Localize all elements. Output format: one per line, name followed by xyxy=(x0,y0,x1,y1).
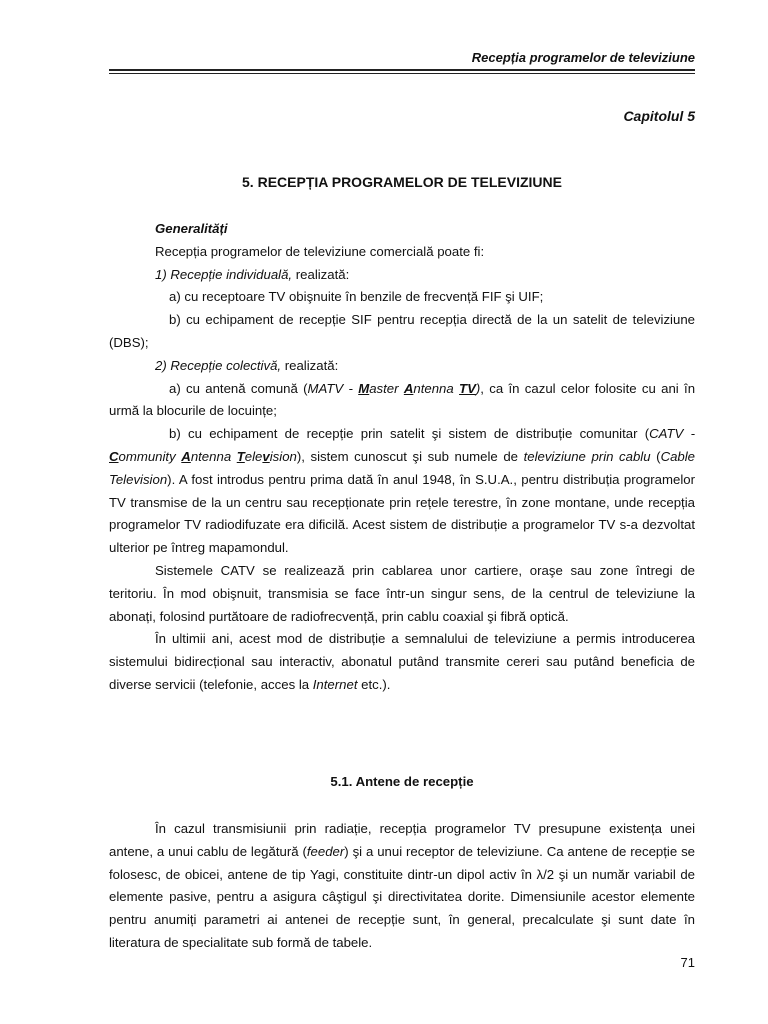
paragraph-intro: Recepția programelor de televiziune comercială poate fi: xyxy=(155,243,485,259)
text-run: , ca în cazul celor folosite cu ani în urmă la blocurile de locuințe; xyxy=(109,380,696,419)
text-run: ) xyxy=(475,380,481,396)
acronym-letter: A xyxy=(403,380,414,396)
text-run: ision xyxy=(269,448,297,464)
list-item-1-label: 1) Recepție individuală, xyxy=(155,266,293,282)
text-run: În cazul transmisiunii prin radiație, recepția programelor TV presupune existența unei antene, a unui cablu de legătură ( xyxy=(109,821,695,859)
text-run: /2 şi un număr variabil de elemente pasive, pentru a asigura câştigul şi directivitatea dorite. Dimensiunile acestor elemente pentru anumiți parametri ai antenei de recepție sunt, în general, precalculate şi sunt date în literatura de specialitate sub formă de tabele. xyxy=(109,866,695,950)
section-5-1-body xyxy=(109,818,695,955)
paragraph-antennas xyxy=(109,818,695,955)
text-run: ommunity xyxy=(118,448,182,464)
list-item-2-rest: realizată: xyxy=(281,357,339,373)
chapter-title: 5. RECEPȚIA PROGRAMELOR DE TELEVIZIUNE xyxy=(242,174,562,190)
list-item-1-rest: realizată: xyxy=(292,266,350,282)
text-run: ). A fost introdus pentru prima dată în anul 1948, în S.U.A., pentru distribuția programelor TV transmise de la un centru sau recepționate prin rețele terestre, în zone montane, unde recepția programelor TV radiodifuzate era dificilă. Acest sistem de distribuție a programelor TV s-a dezvoltat ulterior pe întreg mapamondul. xyxy=(109,471,695,556)
matv-italic xyxy=(308,381,481,396)
section-title-5-1: 5.1. Antene de recepție xyxy=(330,774,474,789)
acronym-letter: M xyxy=(358,380,370,396)
list-item-1b: b) cu echipament de recepție SIF pentru recepția directă de la un satelit de televiziune (DBS); xyxy=(109,312,695,350)
acronym-letter: v xyxy=(262,448,270,464)
list-item-1a: a) cu receptoare TV obişnuite în benzile de frecvență FIF şi UIF; xyxy=(169,289,544,305)
text-run: CATV - xyxy=(649,426,695,442)
text-run: ntenna xyxy=(413,380,460,396)
text-run: ele xyxy=(244,448,263,464)
header-rule-thin xyxy=(109,73,695,74)
text-run: MATV - xyxy=(307,380,359,396)
list-item-2 xyxy=(109,355,695,378)
text-run: ), sistem cunoscut şi sub numele de xyxy=(296,448,524,464)
italic-term: feeder xyxy=(306,843,345,859)
section-general xyxy=(109,218,695,697)
text-run: b) cu echipament de recepție prin satelit şi sistem de distribuție comunitar ( xyxy=(169,426,650,442)
text-run: ) şi a unui receptor de televiziune. Ca antene de recepție se folosesc, de obicei, antene de tip Yagi, constituite dintr-un dipol activ în xyxy=(109,843,696,882)
subheading-generalitati: Generalități xyxy=(155,221,228,236)
acronym-letter: T xyxy=(236,448,245,464)
lambda-symbol: λ xyxy=(536,866,544,882)
italic-term: televiziune prin cablu xyxy=(523,448,651,464)
list-item-2a xyxy=(109,378,695,424)
text-run: ( xyxy=(650,448,661,464)
text-run: aster xyxy=(369,380,404,396)
text-run: etc.). xyxy=(357,676,391,692)
page-number: 71 xyxy=(680,955,695,970)
acronym-letter: TV xyxy=(459,380,476,396)
text-run: a) cu antenă comună ( xyxy=(169,380,308,396)
list-item-2-label: 2) Recepție colectivă, xyxy=(155,357,282,373)
acronym-letter: C xyxy=(109,448,119,464)
italic-term: Cable Television xyxy=(109,448,696,487)
list-item-2b xyxy=(109,423,695,560)
paragraph-catv: Sistemele CATV se realizează prin cablarea unor cartiere, oraşe sau zone întregi de teritoriu. În mod obişnuit, transmisia se face într-un singur sens, de la centrul de televiziune la abonați, folosind purtătoare de radiofrecvență, prin cablu coaxial şi fibră optică. xyxy=(109,562,695,624)
paragraph-recent xyxy=(109,628,695,696)
chapter-label: Capitolul 5 xyxy=(623,108,695,124)
running-header: Recepția programelor de televiziune xyxy=(471,50,695,65)
header-rule-thick xyxy=(109,69,695,71)
text-run: ntenna xyxy=(190,448,237,464)
acronym-letter: A xyxy=(181,448,191,464)
text-run: În ultimii ani, acest mod de distribuție a semnalului de televiziune a permis introducerea sistemului bidirecțional sau interactiv, abonatul putând transmite cereri sau putând beneficia de diverse servicii (telefonie, acces la xyxy=(109,631,695,692)
italic-term: Internet xyxy=(312,676,358,692)
list-item-1 xyxy=(109,264,695,287)
